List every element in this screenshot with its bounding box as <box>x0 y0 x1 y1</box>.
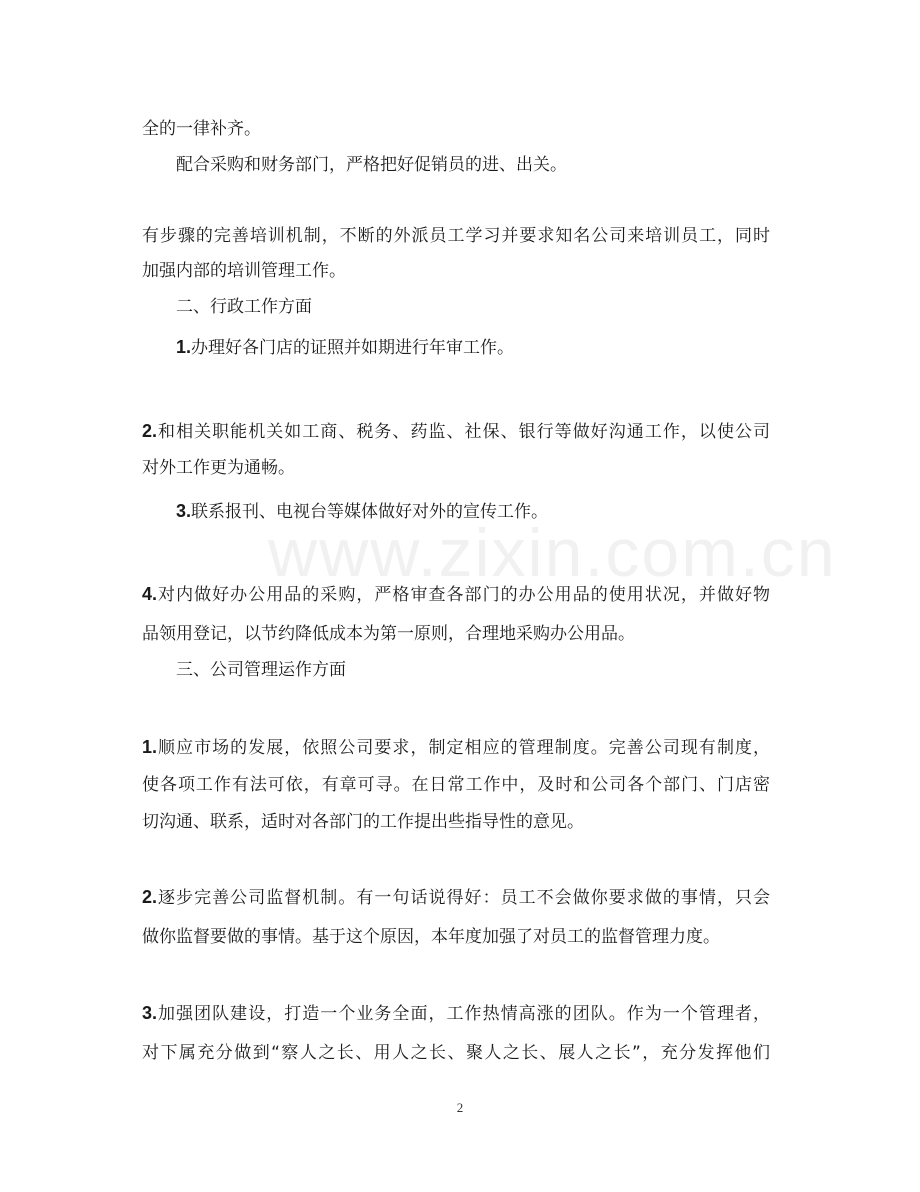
list-item <box>142 1003 770 1024</box>
section-heading-admin: 二、行政工作方面 <box>176 297 312 317</box>
list-item <box>176 501 548 522</box>
list-item <box>142 887 770 908</box>
list-item-text: 联系报刊、电视台等媒体做好对外的宣传工作。 <box>191 502 549 522</box>
list-number: 4. <box>142 584 158 604</box>
list-item <box>142 421 770 442</box>
text-line: 有步骤的完善培训机制，不断的外派员工学习并要求知名公司来培训员工，同时 <box>142 226 770 246</box>
text-line: 使各项工作有法可依，有章可寻。在日常工作中，及时和公司各个部门、门店密 <box>142 775 770 795</box>
text-line: 加强内部的培训管理工作。 <box>142 261 346 281</box>
page-number: 2 <box>456 1100 464 1115</box>
list-item <box>142 737 770 758</box>
text-line: 配合采购和财务部门，严格把好促销员的进、出关。 <box>176 155 567 175</box>
list-number: 1. <box>176 337 192 357</box>
list-item <box>176 337 514 358</box>
list-number: 3. <box>176 501 192 521</box>
list-item-text: 对内做好办公用品的采购，严格审查各部门的办公用品的使用状况，并做好物 <box>157 585 770 605</box>
text-line: 做你监督要做的事情。基于这个原因，本年度加强了对员工的监督管理力度。 <box>142 927 720 947</box>
list-item <box>142 584 770 605</box>
list-item-text: 逐步完善公司监督机制。有一句话说得好：员工不会做你要求做的事情，只会 <box>157 888 770 908</box>
list-item-text: 顺应市场的发展，依照公司要求，制定相应的管理制度。完善公司现有制度， <box>157 738 770 758</box>
list-item-text: 办理好各门店的证照并如期进行年审工作。 <box>191 338 515 358</box>
watermark: www.zixin.com.cn <box>268 515 837 591</box>
text-line: 切沟通、联系，适时对各部门的工作提出些指导性的意见。 <box>142 812 584 832</box>
text-line: 对外工作更为通畅。 <box>142 458 295 478</box>
text-line: 品领用登记，以节约降低成本为第一原则，合理地采购办公用品。 <box>142 624 635 644</box>
text-line: 对下属充分做到“察人之长、用人之长、聚人之长、展人之长”，充分发挥他们 <box>142 1043 770 1063</box>
section-heading-management: 三、公司管理运作方面 <box>176 660 346 680</box>
list-number: 3. <box>142 1003 158 1023</box>
text-line: 全的一律补齐。 <box>142 119 261 139</box>
list-item-text: 加强团队建设，打造一个业务全面，工作热情高涨的团队。作为一个管理者， <box>157 1004 770 1024</box>
list-number: 2. <box>142 421 158 441</box>
list-number: 1. <box>142 737 158 757</box>
list-item-text: 和相关职能机关如工商、税务、药监、社保、银行等做好沟通工作，以使公司 <box>157 422 770 442</box>
list-number: 2. <box>142 887 158 907</box>
